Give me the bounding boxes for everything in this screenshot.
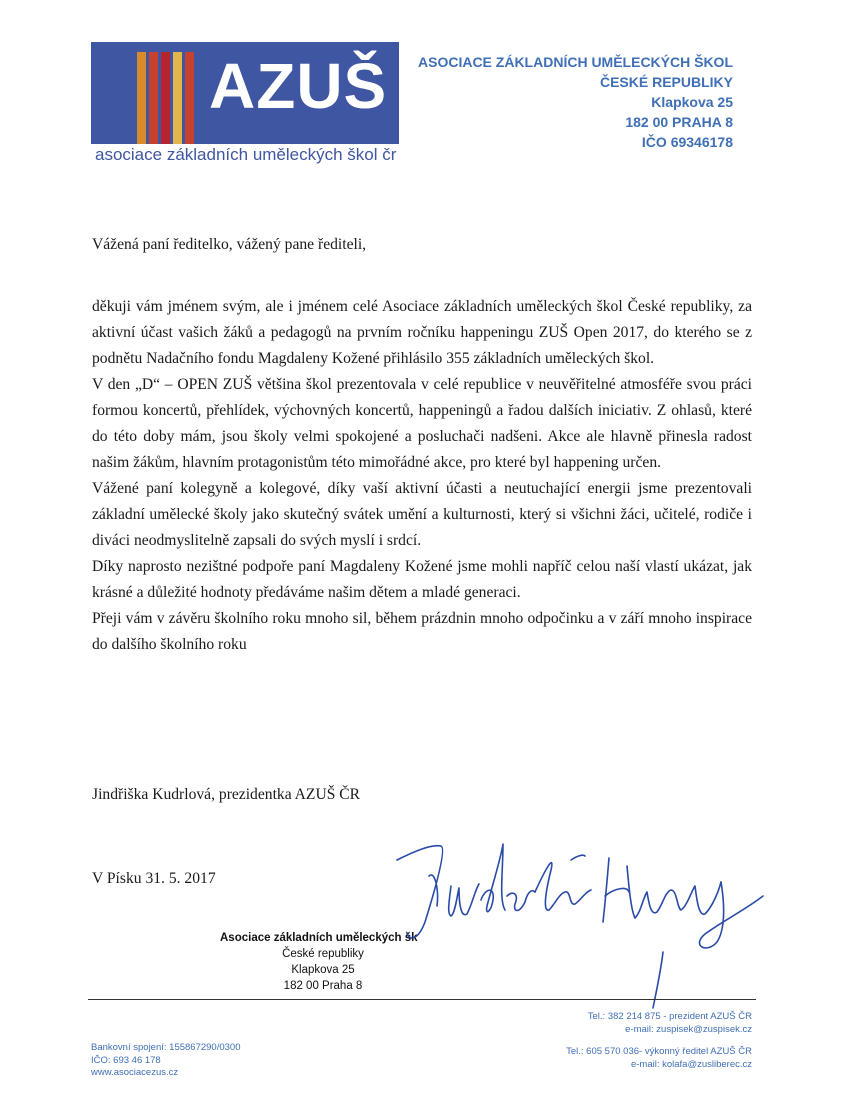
org-postcode-city: 182 00 PRAHA 8 — [625, 114, 733, 130]
stamp-street: Klapkova 25 — [291, 964, 355, 976]
organization-stamp — [220, 930, 418, 994]
footer-bank-account: Bankovní spojení: 155867290/0300 — [91, 1042, 241, 1053]
letter-paragraph-1: děkuji vám jménem svým, ale i jménem celé Asociace základních uměleckých škol České republiky, za aktivní účast vašich žáků a pedagogů na prvním ročníku happeningu ZUŠ Open 2017, do kterého se z podnětu Nadačního fondu Magdaleny Kožené přihlásilo 355 základních uměleckých škol. — [92, 298, 752, 367]
letter-paragraph-5: Přeji vám v závěru školního roku mnoho sil, během prázdnin mnoho odpočinku a v září mnoho inspirace do dalšího školního roku — [92, 610, 752, 653]
footer-contacts — [566, 1011, 752, 1071]
logo-stripe-5 — [185, 52, 194, 144]
signer-name: Jindřiška Kudrlová, prezidentka AZUŠ ČR — [92, 786, 361, 803]
letter-paragraph-3: Vážené paní kolegyně a kolegové, díky vaší aktivní účasti a neutuchající energii jsme prezentovali základní umělecké školy jako skutečný svátek umění a kulturnosti, který si všichni žáci, učitelé, rodiče i diváci neodmyslitelně zapsali do svých myslí i srdcí. — [92, 480, 752, 549]
footer-divider — [88, 999, 756, 1000]
footer-director-email: e-mail: kolafa@zusliberec.cz — [630, 1058, 752, 1070]
logo-wordmark: AZUŠ — [209, 50, 388, 122]
org-ico: IČO 69346178 — [641, 134, 733, 150]
letter-paragraph-2: V den „D“ – OPEN ZUŠ většina škol prezentovala v celé republice v neuvěřitelné atmosféře svou práci formou koncertů, přehlídek, výchovných koncertů, happeningů a řadou dalších iniciativ. Z ohlasů, které do této doby mám, jsou školy velmi spokojené a posluchači nadšeni. Akce ale hlavně přinesla radost našim žákům, hlavním protagonistům této mimořádné akce, pro které byl happening určen. — [92, 376, 752, 471]
logo-box — [91, 42, 399, 144]
footer-ico: IČO: 693 46 178 — [91, 1054, 161, 1066]
footer-director-phone: Tel.: 605 570 036- výkonný ředitel AZUŠ ČR — [566, 1046, 752, 1057]
logo-stripe-3 — [161, 52, 170, 144]
footer-bank-info — [91, 1042, 241, 1080]
org-name-line-1: ASOCIACE ZÁKLADNÍCH UMĚLECKÝCH ŠKOL — [418, 54, 733, 70]
logo-stripe-2 — [149, 52, 158, 144]
footer-website: www.asociacezus.cz — [91, 1067, 179, 1078]
stamp-city: 182 00 Praha 8 — [283, 980, 363, 992]
org-street: Klapkova 25 — [651, 94, 733, 110]
logo-tagline: asociace základních uměleckých škol čr — [95, 145, 397, 164]
place-and-date: V Písku 31. 5. 2017 — [92, 870, 216, 887]
org-name-line-2: ČESKÉ REPUBLIKY — [599, 74, 733, 90]
footer-president-email: e-mail: zuspisek@zuspisek.cz — [625, 1023, 752, 1035]
footer-president-phone: Tel.: 382 214 875 - prezident AZUŠ ČR — [587, 1011, 752, 1022]
logo-stripe-1 — [137, 52, 146, 144]
footer-spacer — [566, 1036, 752, 1046]
stamp-country: České republiky — [282, 948, 364, 960]
handwritten-signature — [395, 830, 765, 1010]
letter-body — [92, 232, 752, 658]
letter-paragraph-4: Díky naprosto nezištné podpoře paní Magdaleny Kožené jsme mohli napříč celou naší vlastí ukázat, jak krásné a důležité hodnoty předáváme našim dětem a mladé generaci. — [92, 558, 752, 601]
logo-stripe-4 — [173, 52, 182, 144]
stamp-org-name: Asociace základních uměleckých šk — [220, 932, 418, 944]
azus-logo — [91, 42, 399, 162]
letter-greeting: Vážená paní ředitelko, vážený pane řediteli, — [92, 236, 367, 253]
org-address-header — [418, 52, 733, 152]
